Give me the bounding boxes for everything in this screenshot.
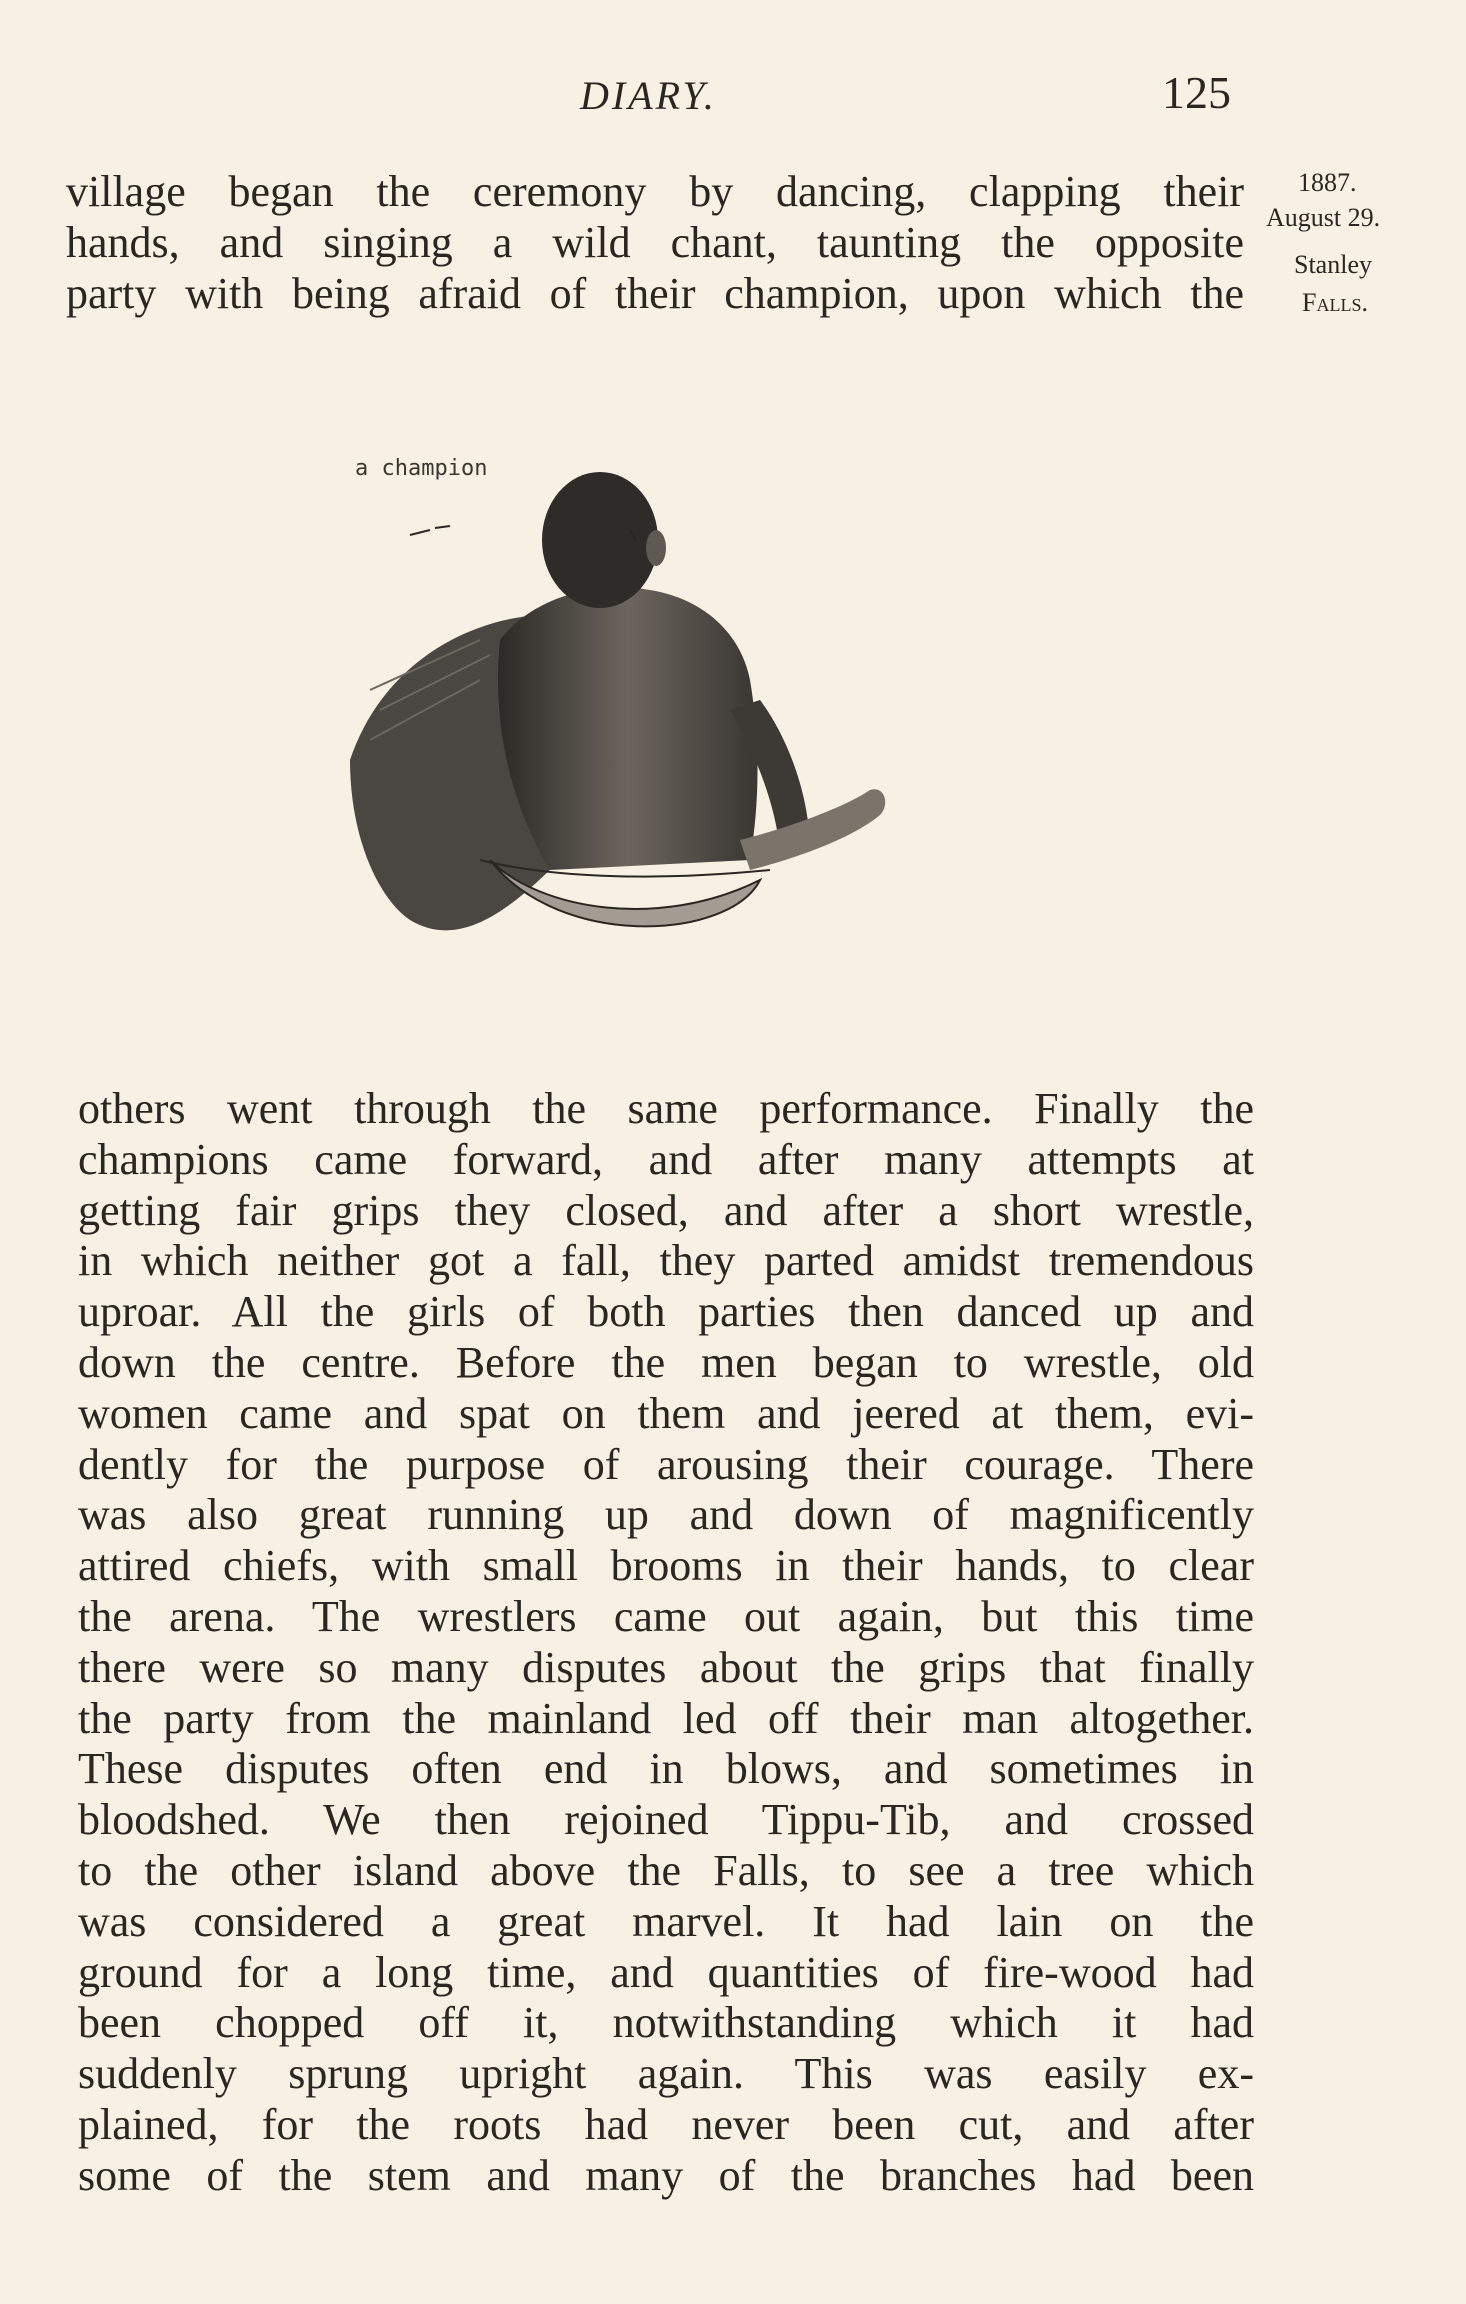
handwritten-caption: a champion [355,456,488,481]
text-line: was also great running up and down of magnificently [78,1490,1254,1540]
running-head-title: DIARY. [580,73,717,118]
text-line: attired chiefs, with small brooms in their hands, to clear [78,1541,1254,1591]
text-line: others went through the same performance. Finally the [78,1084,1254,1133]
text-line: women came and spat on them and jeered at them, evi- [78,1388,1254,1438]
text-line: ground for a long time, and quantities of fire-wood had [78,1947,1254,1997]
margin-note-falls: Falls. [1302,288,1368,317]
page-number: 125 [1162,67,1231,118]
text-line: been chopped off it, notwithstanding which it had [78,1998,1254,2048]
foot [740,789,885,870]
text-line: to the other island above the Falls, to see a tree which [78,1845,1254,1895]
text-line: bloodshed. We then rejoined Tippu-Tib, and crossed [78,1795,1254,1845]
margin-note-place: Stanley [1294,250,1372,279]
margin-note-year: 1887. [1298,168,1357,197]
text-line: in which neither got a fall, they parted amidst tremendous [78,1236,1254,1286]
text-line: plained, for the roots had never been cut, and after [78,2099,1254,2149]
margin-note-date: August 29. [1266,203,1381,232]
text-line: suddenly sprung upright again. This was easily ex- [78,2049,1254,2099]
caption-underline [410,526,450,535]
text-line: there were so many disputes about the grips that finally [78,1642,1254,1692]
ear [646,530,666,566]
head [542,472,658,608]
text-line: hands, and singing a wild chant, taunting the opposite [66,218,1244,267]
text-line: These disputes often end in blows, and sometimes in [78,1744,1254,1794]
text-line: champions came forward, and after many attempts at [78,1134,1254,1184]
text-line: dently for the purpose of arousing their courage. There [78,1439,1254,1489]
text-line: was considered a great marvel. It had lain on the [78,1896,1254,1946]
text-line: down the centre. Before the men began to wrestle, old [78,1337,1254,1387]
torso [498,587,757,870]
bottom-paragraph [78,1084,1254,2202]
text-line: village began the ceremony by dancing, clapping their [66,167,1244,216]
text-line: party with being afraid of their champion, upon which the [66,269,1244,318]
text-line: some of the stem and many of the branches had been [78,2150,1254,2200]
top-paragraph [66,166,1244,319]
text-line: getting fair grips they closed, and after a short wrestle, [78,1185,1254,1235]
text-line: uproar. All the girls of both parties then danced up and [78,1287,1254,1337]
text-line: the party from the mainland led off their man altogether. [78,1693,1254,1743]
champion-illustration [340,440,1000,1020]
text-line: the arena. The wrestlers came out again, but this time [78,1591,1254,1641]
